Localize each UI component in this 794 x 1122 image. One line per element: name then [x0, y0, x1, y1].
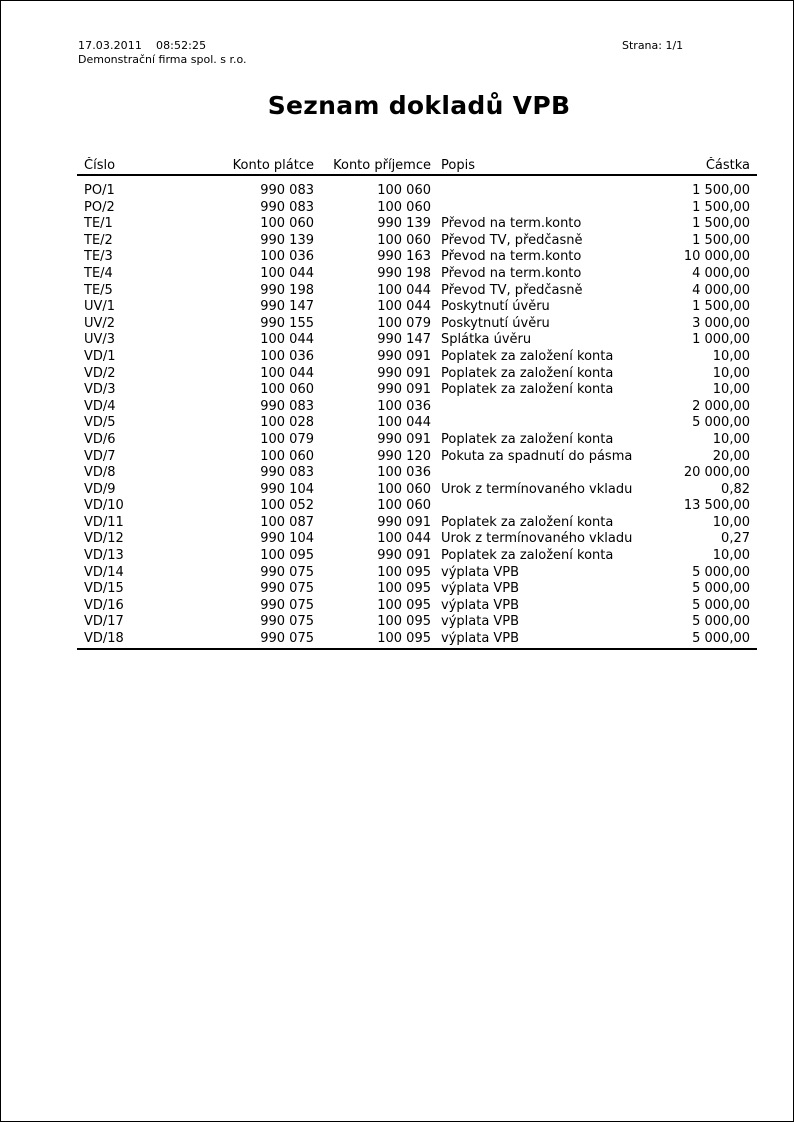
report-date: 17.03.2011	[78, 39, 142, 52]
table-row	[77, 598, 757, 615]
cell-castka: 0,82	[721, 481, 750, 497]
cell-cislo: VD/12	[84, 531, 124, 547]
cell-castka: 10,00	[712, 382, 750, 398]
cell-castka: 5 000,00	[692, 415, 750, 431]
cell-konto-platce: 990 083	[260, 199, 314, 215]
table-header-row	[77, 157, 757, 175]
report-title: Seznam dokladů VPB	[267, 91, 571, 120]
cell-konto-platce: 990 104	[260, 531, 314, 547]
table-row	[77, 249, 757, 266]
table-row	[77, 432, 757, 449]
cell-konto-prijemce: 100 095	[377, 581, 431, 597]
cell-cislo: VD/14	[84, 564, 124, 580]
cell-konto-platce: 990 075	[260, 564, 314, 580]
table-row	[77, 216, 757, 233]
cell-konto-prijemce: 100 044	[377, 282, 431, 298]
cell-cislo: TE/2	[84, 232, 113, 248]
cell-cislo: TE/3	[84, 249, 113, 265]
documents-table	[77, 157, 757, 650]
cell-konto-platce: 990 075	[260, 597, 314, 613]
cell-konto-prijemce: 990 120	[377, 448, 431, 464]
cell-popis	[431, 175, 660, 200]
table-row	[77, 415, 757, 432]
cell-konto-prijemce: 100 036	[377, 465, 431, 481]
cell-castka: 2 000,00	[692, 398, 750, 414]
cell-konto-prijemce: 100 044	[377, 531, 431, 547]
cell-konto-prijemce: 990 091	[377, 431, 431, 447]
cell-castka: 10,00	[712, 548, 750, 564]
cell-popis: Poskytnutí úvěru	[441, 315, 550, 331]
cell-konto-prijemce: 100 095	[377, 614, 431, 630]
cell-castka: 10,00	[712, 514, 750, 530]
cell-konto-platce: 100 044	[260, 332, 314, 348]
cell-konto-platce: 100 079	[260, 431, 314, 447]
cell-castka: 0,27	[721, 531, 750, 547]
column-header-konto-prijemce: Konto příjemce	[314, 157, 431, 175]
cell-konto-prijemce: 990 091	[377, 548, 431, 564]
table-row	[77, 332, 757, 349]
cell-popis	[431, 399, 660, 416]
table-row	[77, 515, 757, 532]
cell-castka: 10,00	[712, 348, 750, 364]
table-row	[77, 175, 757, 200]
cell-konto-platce: 100 060	[260, 448, 314, 464]
cell-popis: výplata VPB	[441, 564, 520, 580]
cell-cislo: TE/4	[84, 265, 113, 281]
cell-cislo: VD/1	[84, 348, 116, 364]
table-row	[77, 581, 757, 598]
cell-popis: Převod na term.konto	[441, 265, 582, 281]
cell-popis: Převod TV, předčasně	[441, 282, 583, 298]
cell-popis: Poplatek za založení konta	[441, 548, 614, 564]
cell-castka: 4 000,00	[692, 282, 750, 298]
report-time: 08:52:25	[155, 39, 207, 52]
cell-popis: Splátka úvěru	[441, 332, 532, 348]
company-name: Demonstrační firma spol. s r.o.	[78, 53, 247, 66]
cell-konto-platce: 990 075	[260, 581, 314, 597]
cell-popis: Pokuta za spadnutí do pásma	[441, 448, 633, 464]
cell-castka: 13 500,00	[683, 498, 750, 514]
cell-konto-platce: 990 075	[260, 614, 314, 630]
cell-castka: 3 000,00	[692, 315, 750, 331]
column-header-castka: Částka	[660, 157, 757, 175]
cell-konto-platce: 990 083	[260, 398, 314, 414]
cell-konto-prijemce: 990 091	[377, 365, 431, 381]
table-body	[77, 175, 757, 649]
cell-cislo: VD/2	[84, 365, 116, 381]
cell-konto-platce: 990 198	[260, 282, 314, 298]
cell-konto-platce: 990 075	[164, 631, 314, 649]
cell-cislo: VD/16	[84, 597, 124, 613]
report-datetime	[78, 39, 206, 52]
cell-castka: 1 500,00	[692, 299, 750, 315]
cell-popis	[431, 200, 660, 217]
table-row	[77, 366, 757, 383]
cell-cislo: VD/10	[84, 498, 124, 514]
cell-konto-prijemce: 100 060	[377, 481, 431, 497]
cell-popis: Převod na term.konto	[441, 216, 582, 232]
cell-castka: 10 000,00	[683, 249, 750, 265]
cell-konto-platce: 100 028	[260, 415, 314, 431]
table-row	[77, 349, 757, 366]
cell-castka: 20 000,00	[683, 465, 750, 481]
table-row	[77, 565, 757, 582]
cell-konto-prijemce: 100 060	[377, 199, 431, 215]
cell-konto-prijemce: 100 095	[377, 564, 431, 580]
cell-castka: 1 500,00	[692, 183, 750, 198]
cell-popis: výplata VPB	[431, 631, 660, 649]
cell-konto-prijemce: 100 060	[377, 498, 431, 514]
cell-konto-prijemce: 100 060	[377, 183, 431, 198]
cell-konto-prijemce: 100 060	[377, 232, 431, 248]
table-row	[77, 200, 757, 217]
table-row	[77, 382, 757, 399]
cell-castka: 1 500,00	[692, 199, 750, 215]
cell-cislo: VD/6	[84, 431, 116, 447]
cell-castka: 5 000,00	[660, 631, 757, 649]
cell-castka: 20,00	[712, 448, 750, 464]
cell-popis: Poskytnutí úvěru	[441, 299, 550, 315]
table-row	[77, 449, 757, 466]
cell-popis: Poplatek za založení konta	[441, 514, 614, 530]
table-row	[77, 399, 757, 416]
cell-konto-platce: 100 052	[260, 498, 314, 514]
cell-konto-prijemce: 100 079	[377, 315, 431, 331]
cell-konto-prijemce: 990 147	[377, 332, 431, 348]
cell-konto-prijemce: 100 036	[377, 398, 431, 414]
page-number: Strana: 1/1	[622, 39, 684, 52]
cell-castka: 1 500,00	[692, 232, 750, 248]
cell-konto-platce: 990 083	[260, 183, 314, 198]
table-row	[77, 266, 757, 283]
cell-konto-platce: 990 147	[260, 299, 314, 315]
table-row	[77, 482, 757, 499]
cell-konto-platce: 990 155	[260, 315, 314, 331]
table-row	[77, 283, 757, 300]
column-header-konto-platce: Konto plátce	[164, 157, 314, 175]
cell-cislo: VD/15	[84, 581, 124, 597]
table-row	[77, 614, 757, 631]
cell-konto-platce: 100 044	[260, 265, 314, 281]
cell-castka: 5 000,00	[692, 581, 750, 597]
cell-castka: 1 500,00	[692, 216, 750, 232]
column-header-popis: Popis	[431, 157, 660, 175]
cell-konto-platce: 100 060	[260, 382, 314, 398]
cell-cislo: UV/2	[84, 315, 116, 331]
cell-popis: Převod TV, předčasně	[441, 232, 583, 248]
cell-cislo: VD/7	[84, 448, 116, 464]
cell-konto-prijemce: 990 091	[377, 348, 431, 364]
cell-cislo: VD/17	[84, 614, 124, 630]
cell-popis: Poplatek za založení konta	[441, 365, 614, 381]
cell-castka: 5 000,00	[692, 597, 750, 613]
cell-popis: Poplatek za založení konta	[441, 382, 614, 398]
cell-cislo: TE/1	[84, 216, 113, 232]
cell-konto-prijemce: 100 095	[377, 597, 431, 613]
cell-konto-prijemce: 100 044	[377, 299, 431, 315]
cell-castka: 5 000,00	[692, 614, 750, 630]
cell-cislo: PO/2	[84, 199, 115, 215]
cell-popis	[431, 415, 660, 432]
cell-castka: 10,00	[712, 431, 750, 447]
cell-konto-platce: 990 139	[260, 232, 314, 248]
cell-cislo: PO/1	[84, 183, 115, 198]
table-row	[77, 465, 757, 482]
cell-popis: Poplatek za založení konta	[441, 348, 614, 364]
table-row	[77, 233, 757, 250]
cell-cislo: VD/5	[84, 415, 116, 431]
cell-castka: 4 000,00	[692, 265, 750, 281]
cell-castka: 5 000,00	[692, 564, 750, 580]
cell-cislo: VD/18	[77, 631, 164, 649]
table-row	[77, 631, 757, 649]
cell-konto-platce: 100 087	[260, 514, 314, 530]
cell-konto-platce: 100 095	[260, 548, 314, 564]
cell-konto-prijemce: 990 091	[377, 514, 431, 530]
cell-konto-prijemce: 100 095	[314, 631, 431, 649]
cell-castka: 1 000,00	[692, 332, 750, 348]
cell-konto-platce: 100 060	[260, 216, 314, 232]
cell-konto-prijemce: 100 044	[377, 415, 431, 431]
cell-konto-platce: 100 036	[260, 249, 314, 265]
cell-cislo: VD/11	[84, 514, 124, 530]
table-row	[77, 548, 757, 565]
cell-popis: Úrok z termínovaného vkladu	[441, 531, 633, 547]
cell-popis: Poplatek za založení konta	[441, 431, 614, 447]
cell-popis: výplata VPB	[441, 581, 520, 597]
cell-cislo: VD/13	[84, 548, 124, 564]
cell-cislo: UV/1	[84, 299, 116, 315]
table-row	[77, 299, 757, 316]
cell-konto-platce: 100 036	[260, 348, 314, 364]
cell-popis: výplata VPB	[441, 614, 520, 630]
cell-konto-platce: 990 083	[260, 465, 314, 481]
cell-popis	[431, 498, 660, 515]
table-row	[77, 498, 757, 515]
cell-konto-prijemce: 990 139	[377, 216, 431, 232]
cell-castka: 10,00	[712, 365, 750, 381]
cell-cislo: VD/4	[84, 398, 116, 414]
table-row	[77, 316, 757, 333]
cell-cislo: VD/3	[84, 382, 116, 398]
cell-popis: výplata VPB	[441, 597, 520, 613]
table-row	[77, 531, 757, 548]
cell-konto-prijemce: 990 198	[377, 265, 431, 281]
cell-popis	[431, 465, 660, 482]
cell-konto-prijemce: 990 163	[377, 249, 431, 265]
cell-cislo: VD/9	[84, 481, 116, 497]
cell-cislo: TE/5	[84, 282, 113, 298]
cell-konto-platce: 100 044	[260, 365, 314, 381]
cell-cislo: UV/3	[84, 332, 116, 348]
cell-konto-platce: 990 104	[260, 481, 314, 497]
cell-popis: Úrok z termínovaného vkladu	[441, 481, 633, 497]
column-header-cislo: Číslo	[77, 157, 164, 175]
cell-cislo: VD/8	[84, 465, 116, 481]
cell-konto-prijemce: 990 091	[377, 382, 431, 398]
cell-popis: Převod na term.konto	[441, 249, 582, 265]
